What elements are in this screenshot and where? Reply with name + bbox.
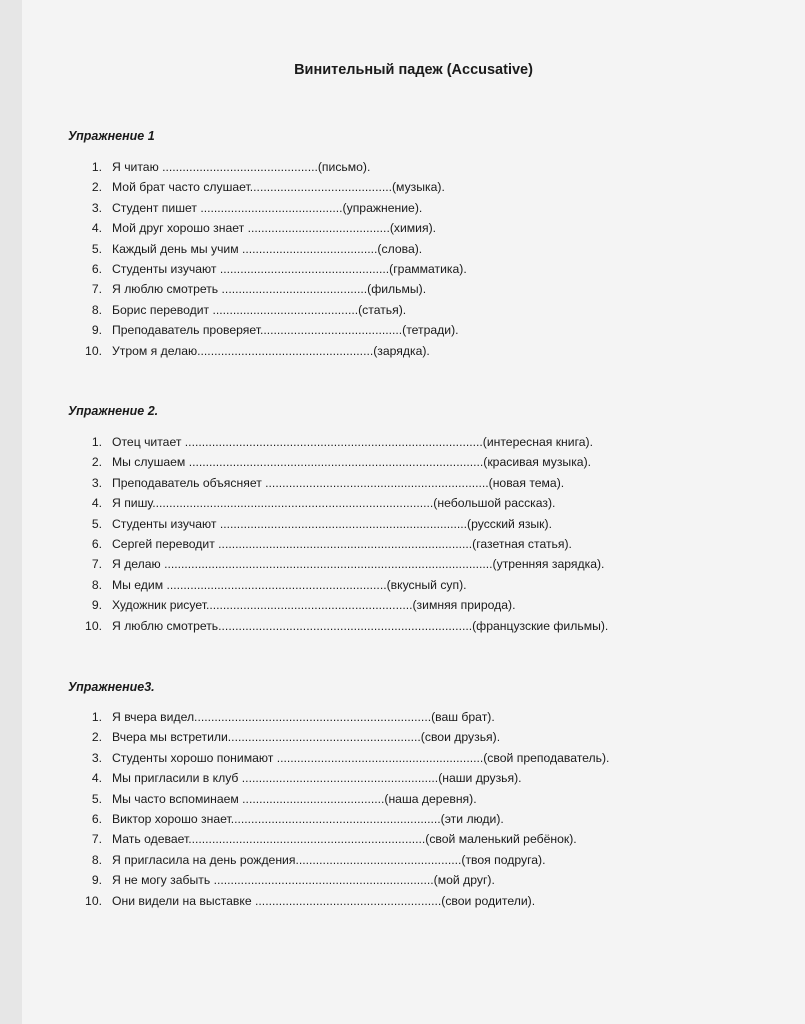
item-text: Отец читает ........................................................................................(интересная книга). — [112, 435, 594, 449]
item-text: Преподаватель объясняет ..................................................................(новая тема). — [112, 475, 565, 490]
item-text: Мой друг хорошо знает ..........................................(химия). — [112, 221, 437, 236]
item-number: 5. — [91, 241, 102, 256]
exercise-2-heading: Упражнение 2. — [68, 404, 159, 418]
item-text: Мы слушаем .......................................................................................(красивая музыка). — [112, 455, 592, 470]
item-text: Я делаю .................................................................................................(утренняя зарядка). — [112, 557, 605, 572]
item-number: 1. — [91, 710, 102, 724]
scan-left-margin — [0, 0, 22, 1024]
item-text: Студенты изучают .........................................................................(русский язык). — [112, 516, 552, 531]
item-number: 1. — [91, 435, 102, 449]
item-number: 3. — [91, 475, 102, 490]
item-number: 10. — [85, 618, 102, 633]
item-number: 7. — [91, 832, 102, 847]
item-number: 3. — [91, 750, 102, 765]
item-text: Я пригласила на день рождения.................................................(твоя подруга). — [112, 852, 546, 867]
item-number: 2. — [91, 730, 102, 745]
item-text: Мой брат часто слушает..........................................(музыка). — [112, 180, 445, 195]
item-text: Они видели на выставке .......................................................(свои родители). — [112, 893, 536, 908]
item-number: 7. — [91, 557, 102, 572]
item-text: Вчера мы встретили.........................................................(свои друзья). — [112, 730, 501, 745]
exercise-3-heading: Упражнение3. — [68, 680, 155, 694]
item-number: 4. — [91, 496, 102, 511]
item-text: Я люблю смотреть...........................................................................(французские фильмы). — [112, 618, 609, 633]
item-text: Я вчера видел......................................................................(ваш брат). — [112, 710, 495, 724]
item-text: Борис переводит ...........................................(статья). — [112, 302, 407, 317]
item-number: 6. — [91, 261, 102, 276]
item-number: 7. — [91, 282, 102, 297]
item-text: Сергей переводит ...........................................................................(газетная статья). — [112, 536, 572, 551]
item-number: 6. — [91, 536, 102, 551]
item-text: Я люблю смотреть ...........................................(фильмы). — [112, 282, 427, 297]
exercise-1-heading: Упражнение 1 — [68, 129, 155, 143]
document-page — [22, 0, 805, 1024]
item-text: Утром я делаю....................................................(зарядка). — [112, 343, 430, 358]
document-title: Винительный падеж (Accusative) — [294, 62, 533, 78]
item-text: Виктор хорошо знает..............................................................(эти люди). — [112, 811, 504, 826]
item-text: Мы едим .................................................................(вкусный суп). — [112, 577, 467, 592]
item-number: 10. — [85, 893, 102, 908]
item-text: Мы часто вспоминаем ..........................................(наша деревня). — [112, 791, 477, 806]
item-number: 9. — [91, 598, 102, 613]
item-number: 2. — [91, 180, 102, 195]
item-text: Я пишу...................................................................................(небольшой рассказ). — [112, 496, 556, 511]
item-text: Студенты хорошо понимают .............................................................(свой преподаватель). — [112, 750, 610, 765]
item-text: Студенты изучают ..................................................(грамматика). — [112, 261, 467, 276]
item-number: 9. — [91, 323, 102, 338]
item-number: 4. — [91, 771, 102, 786]
item-text: Я читаю ..............................................(письмо). — [112, 160, 371, 174]
item-text: Преподаватель проверяет..........................................(тетради). — [112, 323, 459, 338]
item-number: 6. — [91, 811, 102, 826]
item-number: 10. — [85, 343, 102, 358]
item-number: 8. — [91, 852, 102, 867]
item-number: 5. — [91, 516, 102, 531]
item-text: Студент пишет ..........................................(упражнение). — [112, 200, 423, 215]
item-number: 5. — [91, 791, 102, 806]
item-text: Каждый день мы учим ........................................(слова). — [112, 241, 423, 256]
item-text: Я не могу забыть .................................................................(мой друг). — [112, 873, 495, 888]
item-number: 3. — [91, 200, 102, 215]
item-number: 9. — [91, 873, 102, 888]
item-number: 8. — [91, 302, 102, 317]
item-number: 4. — [91, 221, 102, 236]
item-number: 1. — [91, 160, 102, 174]
item-text: Художник рисует.............................................................(зимняя природа). — [112, 598, 516, 613]
item-text: Мать одевает......................................................................(свой маленький ребёнок). — [112, 832, 577, 847]
item-text: Мы пригласили в клуб ..........................................................(наши друзья). — [112, 771, 522, 786]
item-number: 8. — [91, 577, 102, 592]
item-number: 2. — [91, 455, 102, 470]
